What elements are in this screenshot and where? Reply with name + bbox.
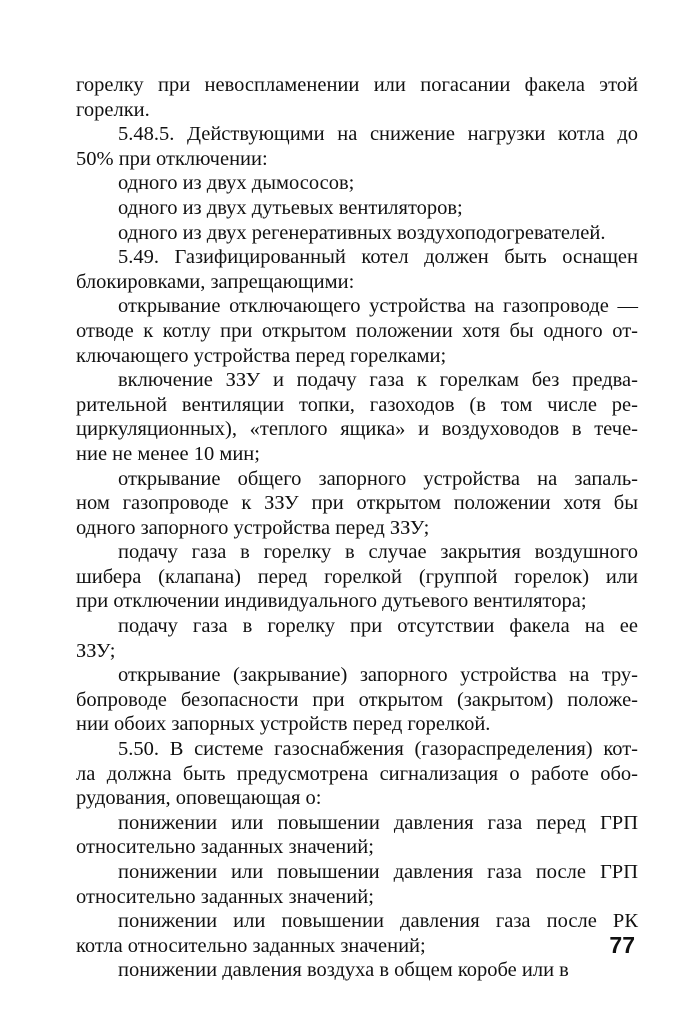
text-line: ЗЗУ;	[76, 639, 116, 662]
text-line: понижении или повышении давления газа после ГРП	[118, 861, 638, 883]
paragraph	[76, 663, 638, 737]
text-line: одного из двух регенеративных воздухоподогревателей.	[118, 221, 606, 244]
page-number: 77	[609, 932, 635, 958]
paragraph	[76, 540, 638, 614]
text-line: включение ЗЗУ и подачу газа к горелкам без предва-	[118, 369, 638, 392]
text-line: 5.48.5. Действующими на снижение нагрузки котла до	[118, 123, 638, 146]
text-line: ние не менее 10 мин;	[76, 442, 260, 465]
paragraph	[76, 614, 638, 663]
text-line: одного из двух дымососов;	[118, 172, 355, 195]
text-line: ла должна быть предусмотрена сигнализация о работе обо-	[76, 762, 638, 785]
text-line: относительно заданных значений;	[76, 836, 374, 859]
text-line: при отключении индивидуального дутьевого вентилятора;	[76, 590, 587, 613]
paragraph	[76, 958, 638, 983]
paragraph	[76, 737, 638, 811]
paragraph	[76, 221, 638, 246]
text-line: бопроводе безопасности при открытом (закрытом) положе-	[76, 688, 638, 711]
text-line: отводе к котлу при открытом положении хотя бы одного от-	[76, 319, 638, 342]
paragraph	[76, 294, 638, 368]
text-line: открывание общего запорного устройства на запаль-	[118, 467, 638, 490]
paragraph	[76, 368, 638, 466]
paragraph	[76, 909, 638, 958]
text-line: открывание отключающего устройства на газопроводе —	[118, 295, 638, 318]
text-line: горелку при невоспламенении или погасании факела этой	[76, 74, 638, 96]
text-line: подачу газа в горелку при отсутствии факела на ее	[118, 615, 638, 638]
body-text	[76, 73, 638, 983]
text-line: подачу газа в горелку в случае закрытия воздушного	[118, 541, 638, 564]
text-line: одного из двух дутьевых вентиляторов;	[118, 196, 463, 219]
text-line: ном газопроводе к ЗЗУ при открытом положении хотя бы	[76, 492, 638, 515]
text-line: 5.50. В системе газоснабжения (газораспределения) кот-	[118, 738, 638, 761]
text-line: котла относительно заданных значений;	[76, 934, 426, 957]
text-line: блокировками, запрещающими:	[76, 270, 355, 293]
paragraph	[76, 73, 638, 122]
paragraph	[76, 860, 638, 909]
text-line: 5.49. Газифицированный котел должен быть оснащен	[118, 246, 638, 269]
text-line: горелки.	[76, 98, 150, 121]
paragraph	[76, 467, 638, 541]
paragraph	[76, 171, 638, 196]
text-line: рудования, оповещающая о:	[76, 787, 322, 810]
text-line: ключающего устройства перед горелками;	[76, 344, 447, 367]
text-line: циркуляционных), «теплого ящика» и воздуховодов в тече-	[76, 418, 638, 441]
text-line: понижении давления воздуха в общем коробе или в	[118, 959, 569, 982]
text-line: открывание (закрывание) запорного устройства на тру-	[118, 664, 638, 687]
paragraph	[76, 122, 638, 171]
paragraph	[76, 245, 638, 294]
text-line: относительно заданных значений;	[76, 885, 374, 908]
paragraph	[76, 196, 638, 221]
text-line: одного запорного устройства перед ЗЗУ;	[76, 516, 430, 539]
paragraph	[76, 811, 638, 860]
text-line: шибера (клапана) перед горелкой (группой горелок) или	[76, 565, 638, 588]
text-line: понижении или повышении давления газа перед ГРП	[118, 811, 638, 834]
text-line: понижении или повышении давления газа после РК	[118, 910, 638, 933]
text-line: нии обоих запорных устройств перед горелкой.	[76, 713, 491, 736]
text-line: рительной вентиляции топки, газоходов (в том числе ре-	[76, 393, 638, 416]
text-line: 50% при отключении:	[76, 147, 268, 170]
